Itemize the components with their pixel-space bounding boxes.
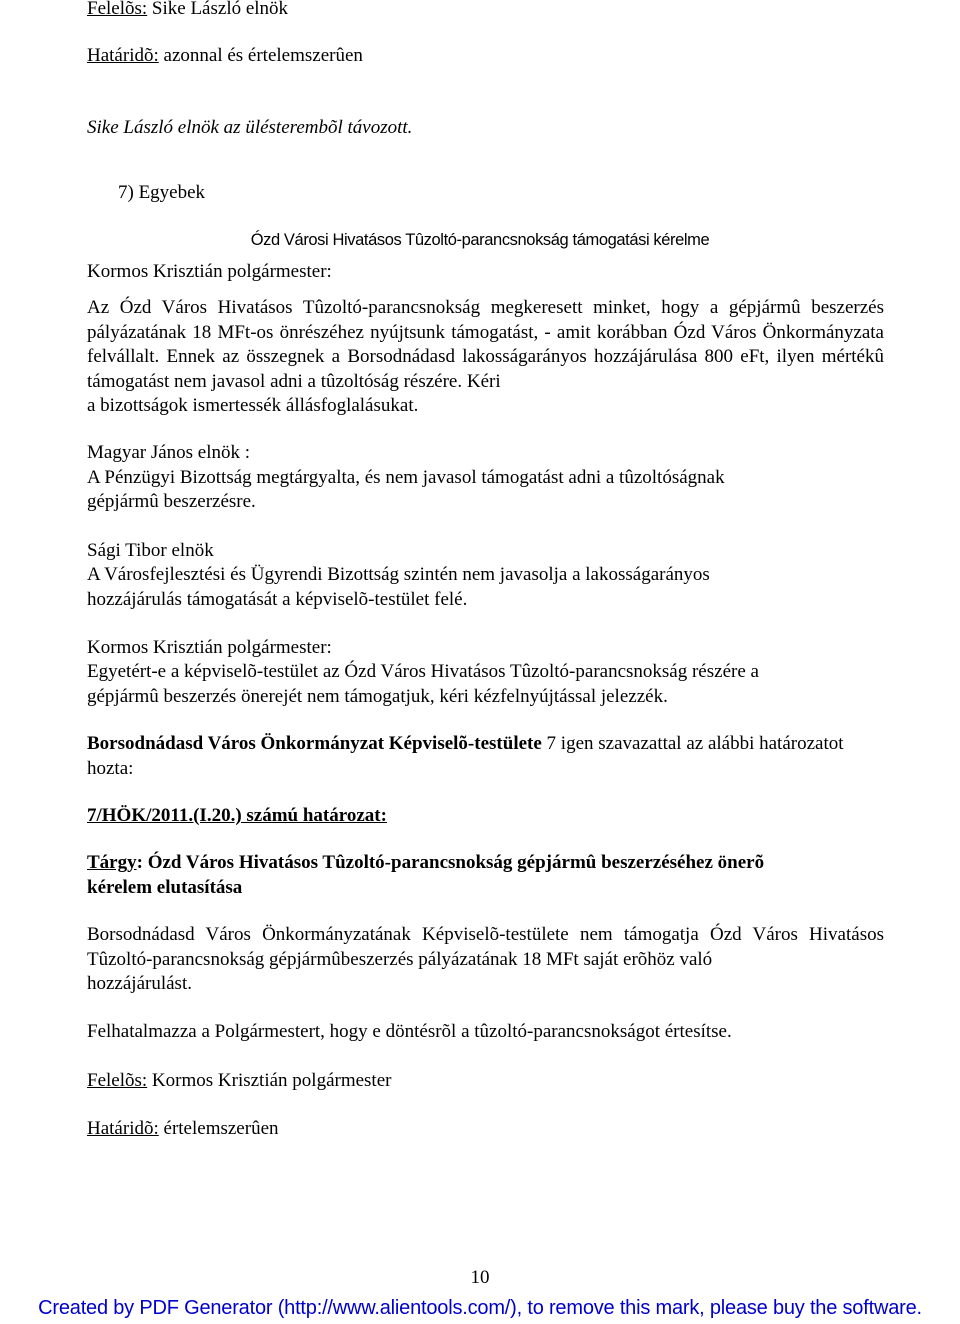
page-number: 10 bbox=[470, 1267, 490, 1288]
deadline-line bbox=[87, 44, 363, 68]
vote-body-name: Borsodnádasd Város Önkormányzat Képviselõ-testülete bbox=[87, 733, 542, 754]
speech-magyar-line-2: gépjármû beszerzésre. bbox=[87, 491, 256, 512]
responsible-label: Felelõs: bbox=[87, 0, 148, 19]
resolution-responsible-value: Kormos Krisztián polgármester bbox=[147, 1070, 392, 1091]
speech-kormos-1-body: Az Ózd Város Hivatásos Tûzoltó-parancsnokság megkeresett minket, hogy a gépjármû beszerzés pályázatának 18 MFt-os önrészéhez nyújtsunk támogatást, - amit korábban Ózd Város Önkormányzata felvállalt. Ennek az összegnek a Borsodnádasd lakosságarányos hozzájárulása 800 eFt, ilyen mértékû támogatást nem javasol adni a tûzoltóság részére. Kéri bbox=[87, 297, 884, 392]
resolution-deadline-line bbox=[87, 1117, 279, 1141]
resolution-subject-last-line: kérelem elutasítása bbox=[87, 876, 243, 898]
resolution-deadline-value: értelemszerûen bbox=[158, 1118, 279, 1139]
departure-note: Sike László elnök az ülésterembõl távozott. bbox=[87, 117, 413, 138]
resolution-body-text: Borsodnádasd Város Önkormányzatának Képviselõ-testülete nem támogatja Ózd Város Hivatásos Tûzoltó-parancsnokság gépjármûbeszerzés pályázatának 18 MFt saját erõhöz való bbox=[87, 924, 884, 970]
vote-statement bbox=[87, 732, 884, 781]
resolution-body-last-line: hozzájárulást. bbox=[87, 973, 192, 994]
speaker-kormos-1: Kormos Krisztián polgármester: bbox=[87, 261, 332, 282]
agenda-heading: 7) Egyebek bbox=[118, 182, 206, 203]
resolution-responsible-label: Felelõs: bbox=[87, 1070, 148, 1091]
pdf-generator-watermark: Created by PDF Generator (http://www.alientools.com/), to remove this mark, please buy the software. bbox=[38, 1297, 922, 1319]
vote-result: 7 igen szavazattal az alábbi határozatot bbox=[541, 733, 844, 754]
responsible-value: Sike László elnök bbox=[147, 0, 289, 19]
resolution-number: 7/HÖK/2011.(I.20.) számú határozat: bbox=[87, 805, 387, 826]
resolution-subject bbox=[87, 851, 884, 900]
speech-kormos-2 bbox=[87, 660, 884, 709]
speaker-magyar: Magyar János elnök : bbox=[87, 442, 251, 463]
speech-magyar-line-1: A Pénzügyi Bizottság megtárgyalta, és nem javasol támogatást adni a tûzoltóságnak bbox=[87, 467, 725, 488]
resolution-responsible-line bbox=[87, 1069, 391, 1093]
resolution-subject-colon: : bbox=[136, 852, 143, 873]
speech-kormos-1-last-line: a bizottságok ismertessék állásfoglalásukat. bbox=[87, 395, 419, 416]
deadline-label: Határidõ: bbox=[87, 45, 159, 66]
speaker-sagi: Sági Tibor elnök bbox=[87, 540, 214, 561]
responsible-line bbox=[87, 0, 288, 21]
resolution-deadline-label: Határidõ: bbox=[87, 1118, 159, 1139]
vote-last-line: hozta: bbox=[87, 757, 134, 779]
resolution-body bbox=[87, 923, 884, 997]
speech-kormos-2-body: Egyetért-e a képviselõ-testület az Ózd Város Hivatásos Tûzoltó-parancsnokság részére a bbox=[87, 661, 759, 682]
speaker-kormos-2: Kormos Krisztián polgármester: bbox=[87, 637, 332, 658]
speech-kormos-1 bbox=[87, 296, 884, 419]
speech-sagi bbox=[87, 563, 884, 612]
speech-sagi-last-line: hozzájárulás támogatását a képviselõ-testület felé. bbox=[87, 588, 468, 610]
deadline-value: azonnal és értelemszerûen bbox=[158, 45, 363, 66]
speech-kormos-2-last-line: gépjármû beszerzés önerejét nem támogatjuk, kéri kézfelnyújtással jelezzék. bbox=[87, 685, 668, 707]
resolution-authorization: Felhatalmazza a Polgármestert, hogy e döntésrõl a tûzoltó-parancsnokságot értesítse. bbox=[87, 1021, 732, 1042]
speech-sagi-body: A Városfejlesztési és Ügyrendi Bizottság szintén nem javasolja a lakosságarányos bbox=[87, 564, 710, 585]
resolution-subject-label: Tárgy bbox=[87, 852, 137, 873]
agenda-subtitle: Ózd Városi Hivatásos Tûzoltó-parancsnokság támogatási kérelme bbox=[250, 231, 710, 249]
resolution-subject-text: Ózd Város Hivatásos Tûzoltó-parancsnokság gépjármû beszerzéséhez önerõ bbox=[142, 852, 765, 873]
